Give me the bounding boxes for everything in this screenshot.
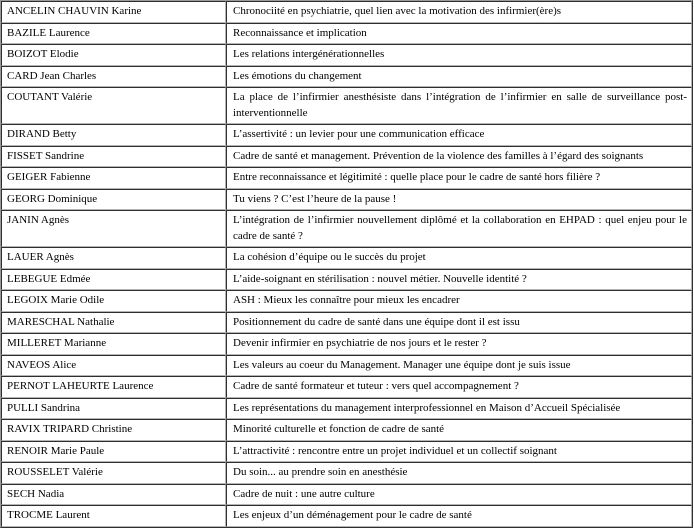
student-name: FISSET Sandrine: [1, 146, 226, 168]
table-body: [1, 1, 692, 527]
student-name: SECH Nadia: [1, 484, 226, 506]
student-name: COUTANT Valérie: [1, 87, 226, 124]
thesis-topic: Les émotions du changement: [226, 66, 692, 88]
table-row: [1, 189, 692, 211]
thesis-topic: Chronociité en psychiatrie, quel lien avec la motivation des infirmier(ère)s: [226, 1, 692, 23]
table-row: [1, 269, 692, 291]
thesis-topic: L’attractivité : rencontre entre un projet individuel et un collectif soignant: [226, 441, 692, 463]
student-name: GEIGER Fabienne: [1, 167, 226, 189]
table-row: [1, 1, 692, 23]
table-row: [1, 66, 692, 88]
table-row: [1, 462, 692, 484]
table-row: [1, 210, 692, 247]
table-row: [1, 167, 692, 189]
student-name: BAZILE Laurence: [1, 23, 226, 45]
thesis-topic: Les représentations du management interprofessionnel en Maison d’Accueil Spécialisée: [226, 398, 692, 420]
table-row: [1, 398, 692, 420]
table-row: [1, 23, 692, 45]
student-name: LEGOIX Marie Odile: [1, 290, 226, 312]
thesis-topic: Entre reconnaissance et légitimité : quelle place pour le cadre de santé hors filière ?: [226, 167, 692, 189]
table-row: [1, 505, 692, 527]
thesis-topic: Cadre de santé formateur et tuteur : vers quel accompagnement ?: [226, 376, 692, 398]
thesis-topic: La place de l’infirmier anesthésiste dans l’intégration de l’infirmier en salle de surveillance post-interventionnelle: [226, 87, 692, 124]
table-row: [1, 355, 692, 377]
table-row: [1, 312, 692, 334]
student-name: MILLERET Marianne: [1, 333, 226, 355]
thesis-topic: La cohésion d’équipe ou le succès du projet: [226, 247, 692, 269]
thesis-topic: Du soin... au prendre soin en anesthésie: [226, 462, 692, 484]
thesis-topic: Reconnaissance et implication: [226, 23, 692, 45]
student-name: LAUER Agnès: [1, 247, 226, 269]
thesis-topic: L’intégration de l’infirmier nouvellement diplômé et la collaboration en EHPAD : quel enjeu pour le cadre de santé ?: [226, 210, 692, 247]
thesis-topic: L’aide-soignant en stérilisation : nouvel métier. Nouvelle identité ?: [226, 269, 692, 291]
thesis-topic: Tu viens ? C’est l’heure de la pause !: [226, 189, 692, 211]
table-row: [1, 333, 692, 355]
thesis-topic: Minorité culturelle et fonction de cadre de santé: [226, 419, 692, 441]
student-name: RENOIR Marie Paule: [1, 441, 226, 463]
student-name: JANIN Agnès: [1, 210, 226, 247]
student-name: MARESCHAL Nathalie: [1, 312, 226, 334]
student-name: TROCME Laurent: [1, 505, 226, 527]
table-row: [1, 376, 692, 398]
table-row: [1, 44, 692, 66]
student-name: RAVIX TRIPARD Christine: [1, 419, 226, 441]
student-name: BOIZOT Elodie: [1, 44, 226, 66]
student-name: NAVEOS Alice: [1, 355, 226, 377]
table-row: [1, 484, 692, 506]
student-name: LEBEGUE Edmée: [1, 269, 226, 291]
thesis-topic: L’assertivité : un levier pour une communication efficace: [226, 124, 692, 146]
thesis-topic: Cadre de nuit : une autre culture: [226, 484, 692, 506]
student-name: GEORG Dominique: [1, 189, 226, 211]
thesis-topic: Les relations intergénérationnelles: [226, 44, 692, 66]
student-name: ANCELIN CHAUVIN Karine: [1, 1, 226, 23]
student-name: CARD Jean Charles: [1, 66, 226, 88]
student-name: DIRAND Betty: [1, 124, 226, 146]
table-row: [1, 146, 692, 168]
table-row: [1, 419, 692, 441]
student-name: ROUSSELET Valérie: [1, 462, 226, 484]
table-row: [1, 441, 692, 463]
student-name: PERNOT LAHEURTE Laurence: [1, 376, 226, 398]
thesis-topic: Positionnement du cadre de santé dans une équipe dont il est issu: [226, 312, 692, 334]
table-row: [1, 87, 692, 124]
thesis-topic: Devenir infirmier en psychiatrie de nos jours et le rester ?: [226, 333, 692, 355]
table-row: [1, 124, 692, 146]
table-row: [1, 290, 692, 312]
table-row: [1, 247, 692, 269]
thesis-topic: Les valeurs au coeur du Management. Manager une équipe dont je suis issue: [226, 355, 692, 377]
student-name: PULLI Sandrina: [1, 398, 226, 420]
thesis-topic: ASH : Mieux les connaître pour mieux les encadrer: [226, 290, 692, 312]
thesis-topic: Les enjeux d’un déménagement pour le cadre de santé: [226, 505, 692, 527]
thesis-topic: Cadre de santé et management. Prévention de la violence des familles à l’égard des soignants: [226, 146, 692, 168]
